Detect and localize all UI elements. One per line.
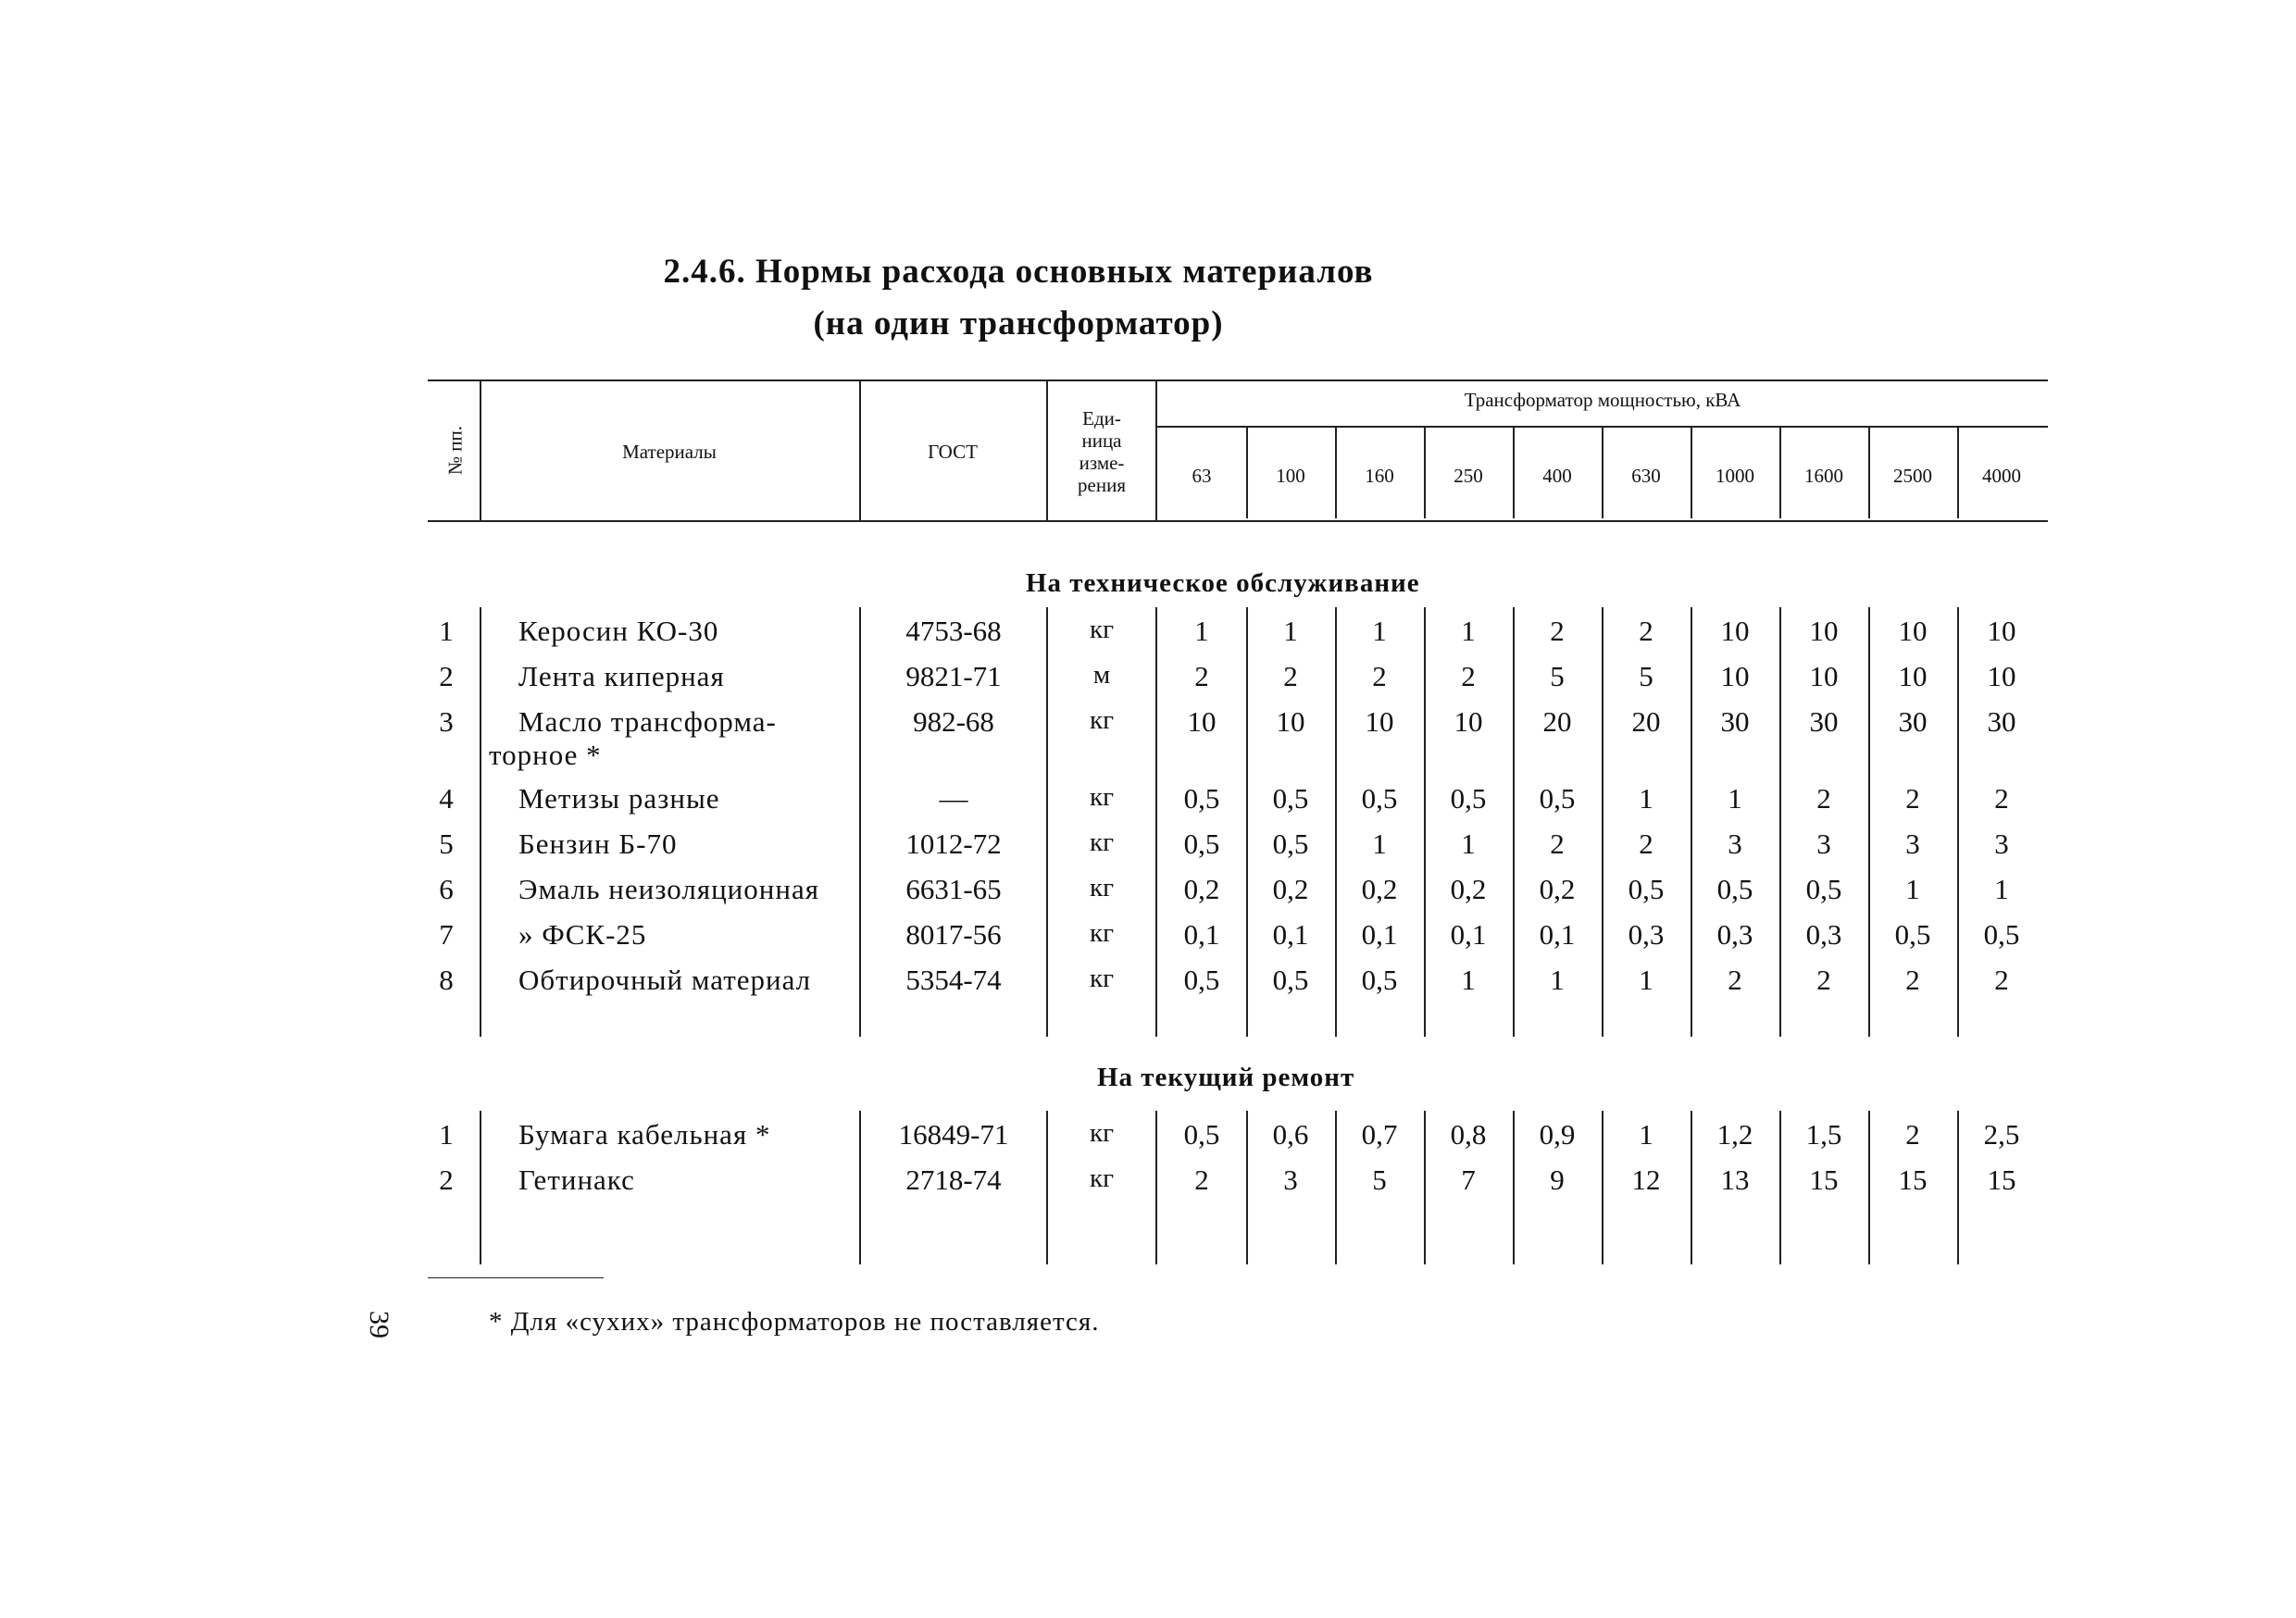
- header-divider: [1868, 428, 1870, 518]
- section-repair-title: На текущий ремонт: [1097, 1063, 1355, 1092]
- unit: м: [1092, 660, 1111, 690]
- unit: кг: [1090, 1118, 1114, 1148]
- value-2500: 30: [1898, 705, 1928, 738]
- row-number: 5: [439, 828, 454, 860]
- value-1600: 15: [1809, 1164, 1839, 1196]
- value-160: 5: [1372, 1164, 1387, 1196]
- footnote: * Для «сухих» трансформаторов не поставляется.: [489, 1307, 1100, 1337]
- value-2500: 2: [1905, 964, 1920, 996]
- header-power-630: 630: [1631, 465, 1661, 487]
- value-1000: 10: [1720, 660, 1750, 692]
- value-100: 0,5: [1272, 782, 1309, 815]
- gost-code: 16849-71: [898, 1118, 1009, 1151]
- value-630: 5: [1639, 660, 1653, 692]
- value-400: 0,2: [1539, 873, 1576, 905]
- value-4000: 10: [1987, 660, 2016, 692]
- value-630: 2: [1639, 615, 1653, 647]
- footnote-rule: [428, 1277, 604, 1278]
- material-name: Обтирочный материал: [518, 964, 812, 996]
- value-63: 0,5: [1183, 782, 1220, 815]
- value-160: 2: [1372, 660, 1387, 692]
- value-630: 1: [1639, 1118, 1653, 1151]
- value-1600: 0,5: [1805, 873, 1842, 905]
- value-2500: 3: [1905, 828, 1920, 860]
- unit: кг: [1090, 705, 1114, 735]
- value-630: 1: [1639, 964, 1653, 996]
- value-1000: 13: [1720, 1164, 1750, 1196]
- gost-code: —: [939, 782, 968, 815]
- value-100: 2: [1283, 660, 1298, 692]
- material-name: Гетинакс: [518, 1164, 635, 1196]
- unit: кг: [1090, 828, 1114, 857]
- value-63: 1: [1194, 615, 1209, 647]
- value-2500: 2: [1905, 1118, 1920, 1151]
- gost-code: 4753-68: [905, 615, 1002, 647]
- value-2500: 1: [1905, 873, 1920, 905]
- value-630: 1: [1639, 782, 1653, 815]
- header-power-2500: 2500: [1893, 465, 1932, 487]
- value-250: 2: [1461, 660, 1476, 692]
- row-number: 2: [439, 660, 454, 692]
- value-400: 1: [1550, 964, 1565, 996]
- value-1000: 1,2: [1716, 1118, 1753, 1151]
- row-number: 1: [439, 1118, 454, 1151]
- unit: кг: [1090, 964, 1114, 993]
- value-160: 10: [1365, 705, 1394, 738]
- header-divider: [1246, 428, 1248, 518]
- unit: кг: [1090, 873, 1114, 902]
- header-power-400: 400: [1542, 465, 1572, 487]
- header-divider: [1691, 428, 1692, 518]
- header-divider: [1602, 428, 1603, 518]
- value-100: 0,1: [1272, 918, 1309, 951]
- value-4000: 2: [1994, 964, 2009, 996]
- value-100: 0,5: [1272, 828, 1309, 860]
- value-250: 10: [1454, 705, 1483, 738]
- value-63: 0,5: [1183, 964, 1220, 996]
- value-400: 2: [1550, 828, 1565, 860]
- header-power: Трансформатор мощностью, кВА: [1464, 389, 1741, 411]
- value-2500: 10: [1898, 660, 1928, 692]
- header-power-63: 63: [1192, 465, 1212, 487]
- value-160: 0,2: [1361, 873, 1398, 905]
- value-250: 1: [1461, 828, 1476, 860]
- material-name-cont: торное *: [489, 739, 602, 771]
- material-name: Бумага кабельная *: [518, 1118, 771, 1151]
- header-power-1000: 1000: [1716, 465, 1754, 487]
- value-400: 0,1: [1539, 918, 1576, 951]
- value-100: 3: [1283, 1164, 1298, 1196]
- value-630: 20: [1631, 705, 1661, 738]
- header-power-250: 250: [1454, 465, 1483, 487]
- header-gost: ГОСТ: [928, 441, 978, 463]
- value-4000: 2: [1994, 782, 2009, 815]
- value-250: 0,1: [1450, 918, 1487, 951]
- value-1000: 1: [1728, 782, 1742, 815]
- value-630: 2: [1639, 828, 1653, 860]
- value-100: 1: [1283, 615, 1298, 647]
- material-name: Лента киперная: [518, 660, 725, 692]
- table-title: 2.4.6. Нормы расхода основных материалов: [663, 253, 1374, 291]
- value-100: 0,5: [1272, 964, 1309, 996]
- header-top-rule: [428, 380, 2048, 381]
- header-power-160: 160: [1365, 465, 1394, 487]
- header-power-100: 100: [1276, 465, 1305, 487]
- header-divider: [1779, 428, 1781, 518]
- value-630: 0,5: [1628, 873, 1665, 905]
- value-250: 0,8: [1450, 1118, 1487, 1151]
- value-4000: 1: [1994, 873, 2009, 905]
- value-160: 0,7: [1361, 1118, 1398, 1151]
- row-number: 2: [439, 1164, 454, 1196]
- value-63: 0,1: [1183, 918, 1220, 951]
- value-160: 1: [1372, 615, 1387, 647]
- value-63: 10: [1187, 705, 1217, 738]
- gost-code: 5354-74: [905, 964, 1002, 996]
- value-250: 0,2: [1450, 873, 1487, 905]
- value-400: 20: [1542, 705, 1572, 738]
- value-400: 5: [1550, 660, 1565, 692]
- value-63: 0,5: [1183, 1118, 1220, 1151]
- value-630: 12: [1631, 1164, 1661, 1196]
- value-160: 0,5: [1361, 964, 1398, 996]
- gost-code: 8017-56: [905, 918, 1002, 951]
- material-name: » ФСК-25: [518, 918, 647, 951]
- value-1600: 3: [1816, 828, 1831, 860]
- value-400: 0,5: [1539, 782, 1576, 815]
- section-maintenance-title: На техническое обслуживание: [1026, 568, 1420, 598]
- value-4000: 3: [1994, 828, 2009, 860]
- value-2500: 0,5: [1894, 918, 1931, 951]
- header-num: № пп.: [443, 426, 467, 476]
- value-63: 2: [1194, 1164, 1209, 1196]
- unit: кг: [1090, 615, 1114, 644]
- value-160: 1: [1372, 828, 1387, 860]
- value-2500: 10: [1898, 615, 1928, 647]
- value-250: 1: [1461, 615, 1476, 647]
- value-63: 0,5: [1183, 828, 1220, 860]
- header-divider: [1957, 428, 1959, 518]
- header-power-1600: 1600: [1804, 465, 1843, 487]
- value-250: 1: [1461, 964, 1476, 996]
- gost-code: 2718-74: [905, 1164, 1002, 1196]
- value-250: 0,5: [1450, 782, 1487, 815]
- header-divider: [1424, 428, 1426, 518]
- value-4000: 10: [1987, 615, 2016, 647]
- header-bottom-rule: [428, 520, 2048, 522]
- value-1600: 10: [1809, 615, 1839, 647]
- value-250: 7: [1461, 1164, 1476, 1196]
- unit: кг: [1090, 918, 1114, 948]
- material-name: Масло трансформа-: [518, 705, 777, 738]
- value-1000: 10: [1720, 615, 1750, 647]
- gost-code: 6631-65: [905, 873, 1002, 905]
- value-63: 0,2: [1183, 873, 1220, 905]
- value-1000: 30: [1720, 705, 1750, 738]
- header-power-4000: 4000: [1982, 465, 2021, 487]
- value-160: 0,1: [1361, 918, 1398, 951]
- header-divider: [1513, 428, 1515, 518]
- column-divider: [480, 607, 481, 1037]
- value-100: 0,6: [1272, 1118, 1309, 1151]
- header-divider: [1335, 428, 1337, 518]
- value-1600: 2: [1816, 782, 1831, 815]
- row-number: 7: [439, 918, 454, 951]
- header-materials: Материалы: [622, 441, 717, 463]
- row-number: 8: [439, 964, 454, 996]
- header-unit: Еди- ница изме- рения: [1078, 407, 1126, 496]
- row-number: 4: [439, 782, 454, 815]
- gost-code: 1012-72: [905, 828, 1002, 860]
- page-number: 39: [364, 1311, 394, 1338]
- column-divider: [480, 1111, 481, 1264]
- value-1600: 10: [1809, 660, 1839, 692]
- value-4000: 2,5: [1983, 1118, 2020, 1151]
- value-100: 10: [1276, 705, 1305, 738]
- value-4000: 15: [1987, 1164, 2016, 1196]
- value-1600: 1,5: [1805, 1118, 1842, 1151]
- material-name: Бензин Б-70: [518, 828, 678, 860]
- value-160: 0,5: [1361, 782, 1398, 815]
- value-1000: 3: [1728, 828, 1742, 860]
- row-number: 6: [439, 873, 454, 905]
- value-400: 0,9: [1539, 1118, 1576, 1151]
- row-number: 3: [439, 705, 454, 738]
- material-name: Керосин КО-30: [518, 615, 719, 647]
- value-100: 0,2: [1272, 873, 1309, 905]
- gost-code: 982-68: [913, 705, 994, 738]
- value-1600: 0,3: [1805, 918, 1842, 951]
- value-1600: 30: [1809, 705, 1839, 738]
- material-name: Эмаль неизоляционная: [518, 873, 819, 905]
- value-1600: 2: [1816, 964, 1831, 996]
- value-2500: 2: [1905, 782, 1920, 815]
- value-4000: 0,5: [1983, 918, 2020, 951]
- gost-code: 9821-71: [905, 660, 1002, 692]
- table-subtitle: (на один трансформатор): [813, 305, 1224, 342]
- value-2500: 15: [1898, 1164, 1928, 1196]
- value-1000: 0,3: [1716, 918, 1753, 951]
- unit: кг: [1090, 1164, 1114, 1193]
- value-400: 9: [1550, 1164, 1565, 1196]
- value-630: 0,3: [1628, 918, 1665, 951]
- value-1000: 0,5: [1716, 873, 1753, 905]
- value-400: 2: [1550, 615, 1565, 647]
- material-name: Метизы разные: [518, 782, 720, 815]
- unit: кг: [1090, 782, 1114, 812]
- row-number: 1: [439, 615, 454, 647]
- value-1000: 2: [1728, 964, 1742, 996]
- value-4000: 30: [1987, 705, 2016, 738]
- value-63: 2: [1194, 660, 1209, 692]
